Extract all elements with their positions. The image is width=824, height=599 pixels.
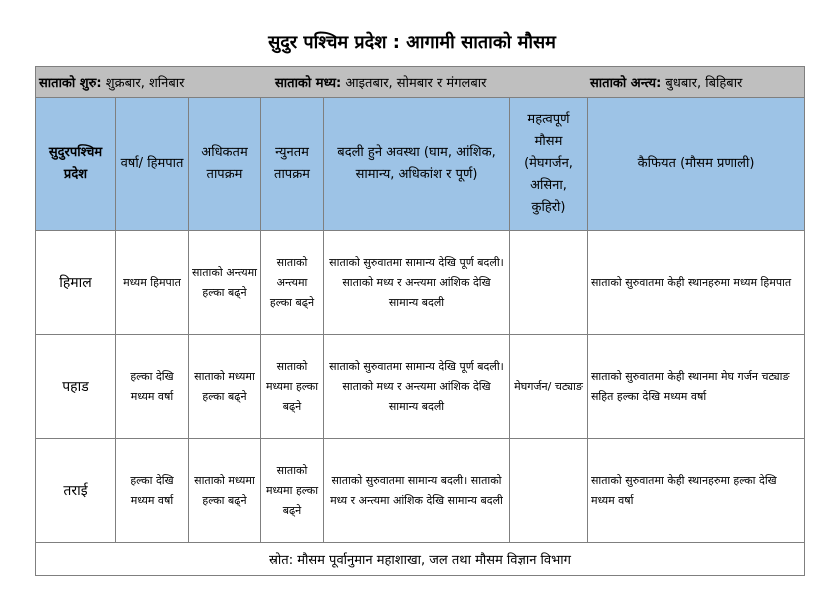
max-temp-cell: साताको अन्त्यमा हल्का बढ्ने xyxy=(189,231,261,335)
max-temp-cell: साताको मध्यमा हल्का बढ्ने xyxy=(189,335,261,439)
region-name: तराई xyxy=(36,439,116,543)
week-end-label: साताको अन्त्य: xyxy=(590,76,662,91)
remarks-cell: साताको सुरुवातमा केही स्थानहरुमा मध्यम हिमपात xyxy=(588,231,805,335)
table-row xyxy=(36,439,805,543)
weather-table xyxy=(35,66,805,576)
significant-weather-cell: मेघगर्जन/ चट्याङ xyxy=(510,335,588,439)
header-rain: वर्षा/ हिमपात xyxy=(116,98,189,231)
header-cloud-change: बदली हुने अवस्था (घाम, आंशिक, सामान्य, अधिकांश र पूर्ण) xyxy=(324,98,510,231)
max-temp-cell: साताको मध्यमा हल्का बढ्ने xyxy=(189,439,261,543)
week-mid-label: साताको मध्य: xyxy=(275,76,342,91)
source-row xyxy=(36,543,805,576)
week-mid-value: आइतबार, सोमबार र मंगलबार xyxy=(345,76,487,91)
rain-cell: हल्का देखि मध्यम वर्षा xyxy=(116,335,189,439)
week-mid xyxy=(275,73,590,91)
remarks-cell: साताको सुरुवातमा केही स्थानहरुमा हल्का देखि मध्यम वर्षा xyxy=(588,439,805,543)
header-max-temp: अधिकतम तापक्रम xyxy=(189,98,261,231)
week-start xyxy=(39,73,275,91)
significant-weather-cell xyxy=(510,439,588,543)
week-end xyxy=(590,73,742,91)
region-name: पहाड xyxy=(36,335,116,439)
rain-cell: मध्यम हिमपात xyxy=(116,231,189,335)
region-name: हिमाल xyxy=(36,231,116,335)
cloud-change-cell: साताको सुरुवातमा सामान्य बदली। साताको मध्य र अन्त्यमा आंशिक देखि सामान्य बदली xyxy=(324,439,510,543)
header-min-temp: न्युनतम तापक्रम xyxy=(261,98,324,231)
week-start-value: शुक्रबार, शनिबार xyxy=(105,76,185,91)
significant-weather-cell xyxy=(510,231,588,335)
rain-cell: हल्का देखि मध्यम वर्षा xyxy=(116,439,189,543)
week-period-cell xyxy=(36,67,805,98)
min-temp-cell: साताको मध्यमा हल्का बढ्ने xyxy=(261,335,324,439)
min-temp-cell: साताको अन्त्यमा हल्का बढ्ने xyxy=(261,231,324,335)
cloud-change-cell: साताको सुरुवातमा सामान्य देखि पूर्ण बदली। साताको मध्य र अन्त्यमा आंशिक देखि सामान्य बदली xyxy=(324,231,510,335)
header-row xyxy=(36,98,805,231)
header-significant-weather: महत्वपूर्ण मौसम (मेघगर्जन, असिना, कुहिरो) xyxy=(510,98,588,231)
week-start-label: साताको शुरु: xyxy=(39,76,102,91)
week-end-value: बुधबार, बिहिबार xyxy=(665,76,743,91)
min-temp-cell: साताको मध्यमा हल्का बढ्ने xyxy=(261,439,324,543)
week-period-row xyxy=(36,67,805,98)
header-region: सुदुरपश्चिम प्रदेश xyxy=(36,98,116,231)
cloud-change-cell: साताको सुरुवातमा सामान्य देखि पूर्ण बदली। साताको मध्य र अन्त्यमा आंशिक देखि सामान्य बदली xyxy=(324,335,510,439)
table-row xyxy=(36,231,805,335)
table-row xyxy=(36,335,805,439)
remarks-cell: साताको सुरुवातमा केही स्थानमा मेघ गर्जन चट्याङ सहित हल्का देखि मध्यम वर्षा xyxy=(588,335,805,439)
page-title: सुदुर पश्चिम प्रदेश : आगामी साताको मौसम xyxy=(268,32,556,53)
source-note: स्रोत: मौसम पूर्वानुमान महाशाखा, जल तथा मौसम विज्ञान विभाग xyxy=(36,543,805,576)
header-remarks: कैफियत (मौसम प्रणाली) xyxy=(588,98,805,231)
